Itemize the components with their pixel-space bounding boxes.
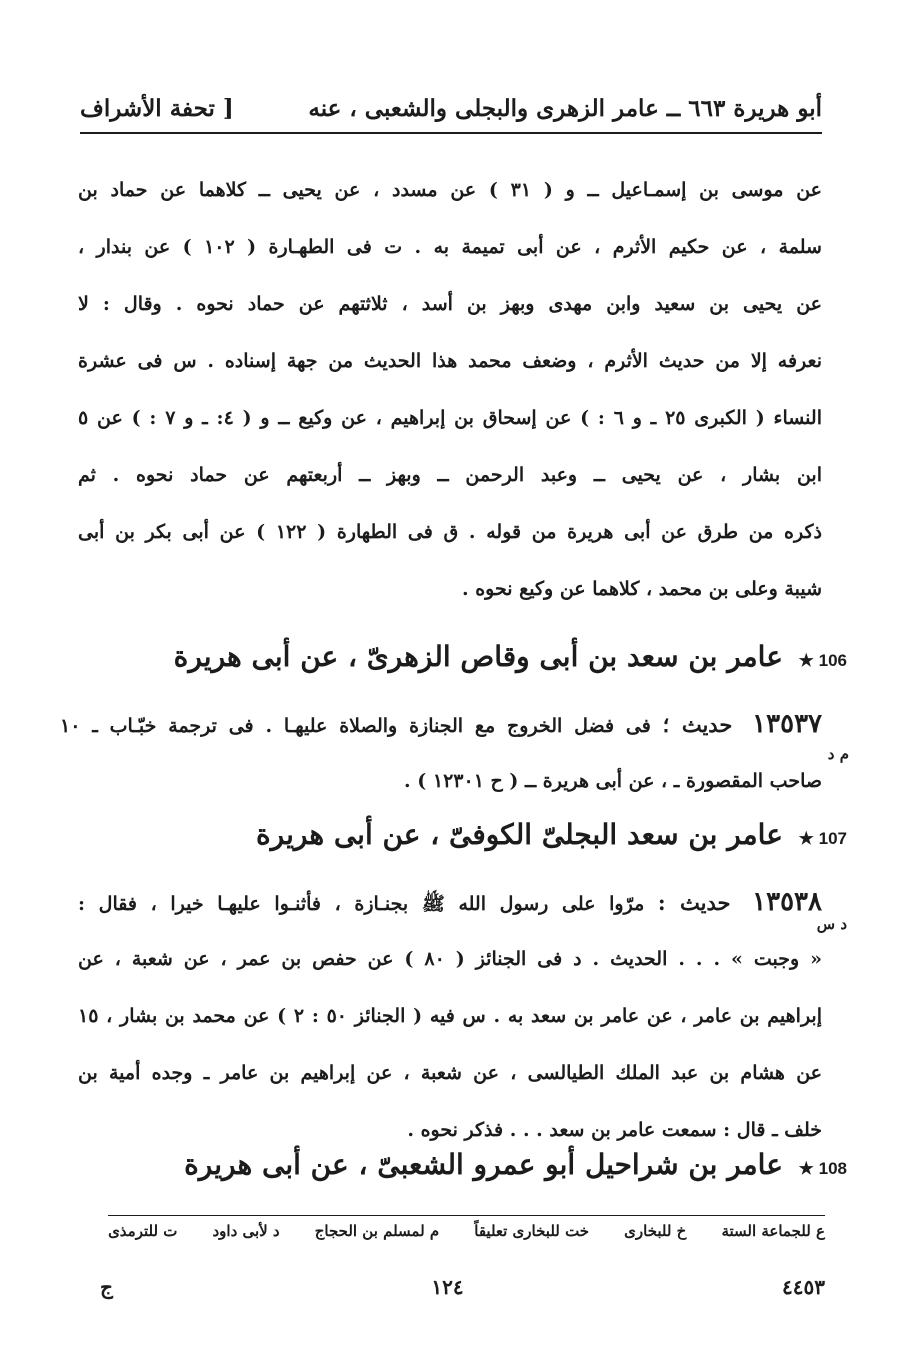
running-header (80, 84, 822, 134)
entry-first-line (78, 874, 822, 931)
entry-first-line (60, 696, 822, 753)
text-line: إبراهيم بن عامر ، عن عامر بن سعد به . س فيه ( الجنائز ٥٠ : ٢ ) عن محمد بن بشار ، ١٥ (78, 1005, 822, 1027)
footer-divider (108, 1215, 825, 1216)
page-footer (100, 1272, 825, 1302)
text-line: نعرفه إلا من حديث الأثرم ، وضعف محمد هذا الحديث من جهة إسناده . س فى عشرة (78, 350, 822, 372)
text-line: مرّوا على رسول الله ﷺ بجنـازة ، فأثنـوا عليهـا خيرا ، فقال : (78, 893, 645, 915)
text-line: ابن بشار ، عن يحيى ــ وعبد الرحمن ــ وبهز ــ أربعتهم عن حماد نحوه . ثم (78, 464, 822, 486)
text-line: عن يحيى بن سعيد وابن مهدى وبهز بن أسد ، ثلاثتهم عن حماد نحوه . وقال : لا (78, 293, 822, 315)
volume-code: ٤٤٥٣ (782, 1275, 825, 1299)
header-chapter-title: أبو هريرة ٦٦٣ ــ عامر الزهرى والبجلى والشعبى ، عنه (308, 94, 822, 122)
text-line: عن موسى بن إسمـاعيل ــ و ( ٣١ ) عن مسدد ، عن يحيى ــ كلاهما عن حماد بن (78, 179, 822, 201)
text-line: النساء ( الكبرى ٢٥ ـ و ٦ : ) عن إسحاق بن إبراهيم ، عن وكيع ــ و ( ٤: ـ و ٧ : ) عن ٥ (78, 407, 822, 429)
abbreviation-item: ت للترمذى (108, 1222, 178, 1240)
section-title: عامر بن سعد البجلىّ الكوفىّ ، عن أبى هريرة (255, 818, 783, 851)
text-line: عن هشام بن عبد الملك الطيالسى ، عن شعبة ، عن إبراهيم بن عامر ـ وجده أمية بن (78, 1062, 822, 1084)
section-number: 107 ★ (798, 829, 847, 848)
hadith-number: ١٣٥٣٧ (752, 709, 822, 739)
entry-13537 (60, 696, 822, 810)
section-number: 108 ★ (798, 1159, 847, 1178)
text-line: خلف ـ قال : سمعت عامر بن سعد . . . فذكر نحوه . (407, 1119, 822, 1141)
text-line: فى فضل الخروج مع الجنازة والصلاة عليهـا . فى ترجمة خبّـاب ـ ١٠ (60, 715, 651, 737)
section-heading-106 (78, 640, 847, 673)
abbreviation-item: خ للبخارى (624, 1222, 687, 1240)
section-title: عامر بن سعد بن أبى وقاص الزهرىّ ، عن أبى هريرة (173, 640, 783, 673)
margin-sigla: م د (827, 745, 849, 763)
paragraph-isnad (78, 162, 822, 618)
abbreviation-key (108, 1222, 825, 1252)
text-line: « وجبت » . . . الحديث . د فى الجنائز ( ٨٠ ) عن حفص بن عمر ، عن شعبة ، عن (78, 948, 822, 970)
section-number: 106 ★ (798, 651, 847, 670)
abbreviation-item: خت للبخارى تعليقاً (474, 1222, 590, 1240)
text-line: شيبة وعلى بن محمد ، كلاهما عن وكيع نحوه . (461, 578, 822, 600)
section-heading-108 (78, 1148, 847, 1181)
abbreviation-item: ع للجماعة الستة (721, 1222, 825, 1240)
entry-13538 (78, 874, 822, 1159)
abbreviation-item: د لأبى داود (212, 1222, 280, 1240)
hadith-label: حديث : (657, 890, 731, 915)
part-code: ج (100, 1275, 113, 1299)
text-line: صاحب المقصورة ـ ، عن أبى هريرة ــ ( ح ١٢٣٠١ ) . (404, 770, 822, 792)
section-heading-107 (78, 818, 847, 851)
section-title: عامر بن شراحيل أبو عمرو الشعبىّ ، عن أبى هريرة (184, 1148, 783, 1181)
abbreviation-item: م لمسلم بن الحجاج (314, 1222, 440, 1240)
margin-sigla: د س (816, 915, 847, 933)
header-book-title: [ تحفة الأشراف (80, 94, 234, 122)
hadith-number: ١٣٥٣٨ (752, 887, 822, 917)
text-line: سلمة ، عن حكيم الأثرم ، عن أبى تميمة به . ت فى الطهـارة ( ١٠٢ ) عن بندار ، (78, 236, 822, 258)
text-line: ذكره من طرق عن أبى هريرة من قوله . ق فى الطهارة ( ١٢٢ ) عن أبى بكر بن أبى (78, 521, 822, 543)
hadith-label: حديث ؛ (662, 712, 733, 737)
page-number: ١٢٤ (431, 1275, 464, 1299)
